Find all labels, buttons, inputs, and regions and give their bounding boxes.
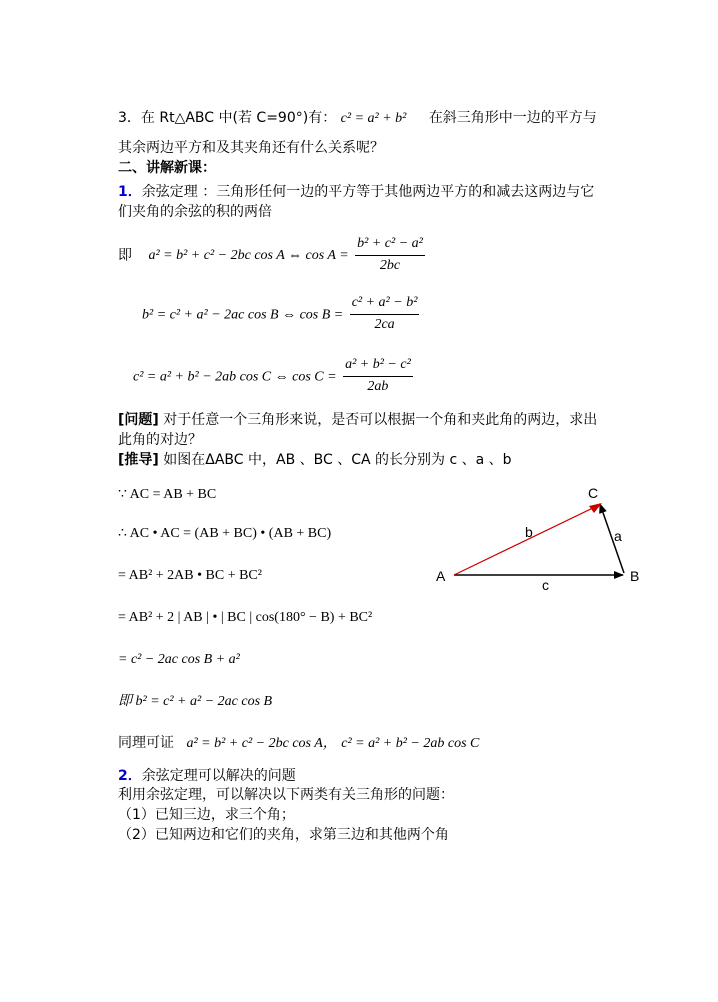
equation-a-left: a² = b² + c² − 2bc cos A ⇔ cos A =: [148, 248, 349, 264]
equation-b: [142, 295, 421, 334]
derive-line: [118, 452, 512, 469]
step-7-a: a² = b² + c² − 2bc cos A，: [186, 736, 337, 751]
side-b-label: b: [525, 524, 533, 540]
intro-prefix: 3．在 Rt△ABC 中(若 C=90°)有：: [118, 110, 337, 126]
equation-a-numerator: b² + c² − a²: [355, 236, 425, 256]
equation-c-left: c² = a² + b² − 2ab cos C ⇔ cos C =: [133, 369, 337, 385]
question-cont: 此角的对边？: [118, 432, 202, 448]
intro-line: [118, 110, 597, 128]
equation-a-fraction: [355, 236, 425, 275]
theorem-number: 1．: [118, 184, 142, 200]
step-7-b: c² = a² + b² − 2ab cos C: [341, 736, 480, 751]
step-4: = AB² + 2 | AB | • | BC | cos(180° − B) + BC²: [118, 610, 373, 625]
step-5: = c² − 2ac cos B + a²: [118, 652, 240, 667]
p2-line-1: 利用余弦定理，可以解决以下两类有关三角形的问题：: [118, 787, 454, 803]
equation-b-numerator: c² + a² − b²: [350, 295, 420, 315]
section-heading: 二、讲解新课：: [118, 160, 216, 176]
triangle-figure: [430, 480, 660, 600]
equation-b-denominator: 2ca: [374, 316, 395, 332]
question-text: 对于任意一个三角形来说，是否可以根据一个角和夹此角的两边，求出: [163, 412, 598, 428]
side-c-label: c: [542, 577, 549, 593]
p2-line-3: （2）已知两边和它们的夹角，求第三边和其他两个角: [118, 827, 449, 843]
equation-c-denominator: 2ab: [367, 378, 389, 394]
equation-a: [118, 236, 427, 275]
derive-text: 如图在ΔABC 中，AB 、BC 、CA 的长分别为 c 、a 、b: [163, 452, 512, 468]
p2-title: 余弦定理可以解决的问题: [141, 768, 296, 784]
side-a-label: a: [614, 528, 622, 544]
step-6: 即 b² = c² + a² − 2ac cos B: [118, 694, 273, 709]
intro-cont: 其余两边平方和及其夹角还有什么关系呢？: [118, 140, 384, 156]
theorem-cont: 们夹角的余弦的积的两倍: [118, 204, 272, 220]
vertex-b-label: B: [630, 568, 640, 584]
equation-c-numerator: a² + b² − c²: [343, 357, 413, 377]
side-b-line: [454, 506, 597, 575]
equation-c: [133, 357, 415, 396]
equation-c-fraction: [343, 357, 413, 396]
question-line: [118, 412, 597, 429]
intro-suffix: 在斜三角形中一边的平方与: [428, 110, 597, 126]
step-3: = AB² + 2AB • BC + BC²: [118, 568, 262, 583]
step-7-lead: 同理可证: [118, 735, 174, 751]
theorem-line: [118, 184, 594, 201]
step-2: ∴ AC • AC = (AB + BC) • (AB + BC): [118, 526, 332, 541]
equation-b-left: b² = c² + a² − 2ac cos B ⇔ cos B =: [142, 307, 344, 323]
question-tag: [问题]: [118, 412, 159, 428]
side-b-arrowhead: [589, 503, 602, 513]
equation-b-fraction: [350, 295, 420, 334]
p2-heading: [118, 768, 296, 785]
step-7: [118, 735, 479, 753]
p2-number: 2．: [118, 768, 142, 784]
equation-a-denominator: 2bc: [379, 257, 401, 273]
p2-line-2: （1）已知三边，求三个角；: [118, 807, 295, 823]
vertex-a-label: A: [436, 568, 446, 584]
equation-a-lead: 即: [118, 247, 132, 264]
vertex-c-label: C: [588, 485, 599, 501]
intro-formula: c² = a² + b²: [340, 111, 407, 126]
derive-tag: [推导]: [118, 452, 159, 468]
theorem-text: 余弦定理 ：三角形任何一边的平方等于其他两边平方的和减去这两边与它: [141, 184, 595, 200]
step-1: ∵ AC = AB + BC: [118, 487, 217, 502]
